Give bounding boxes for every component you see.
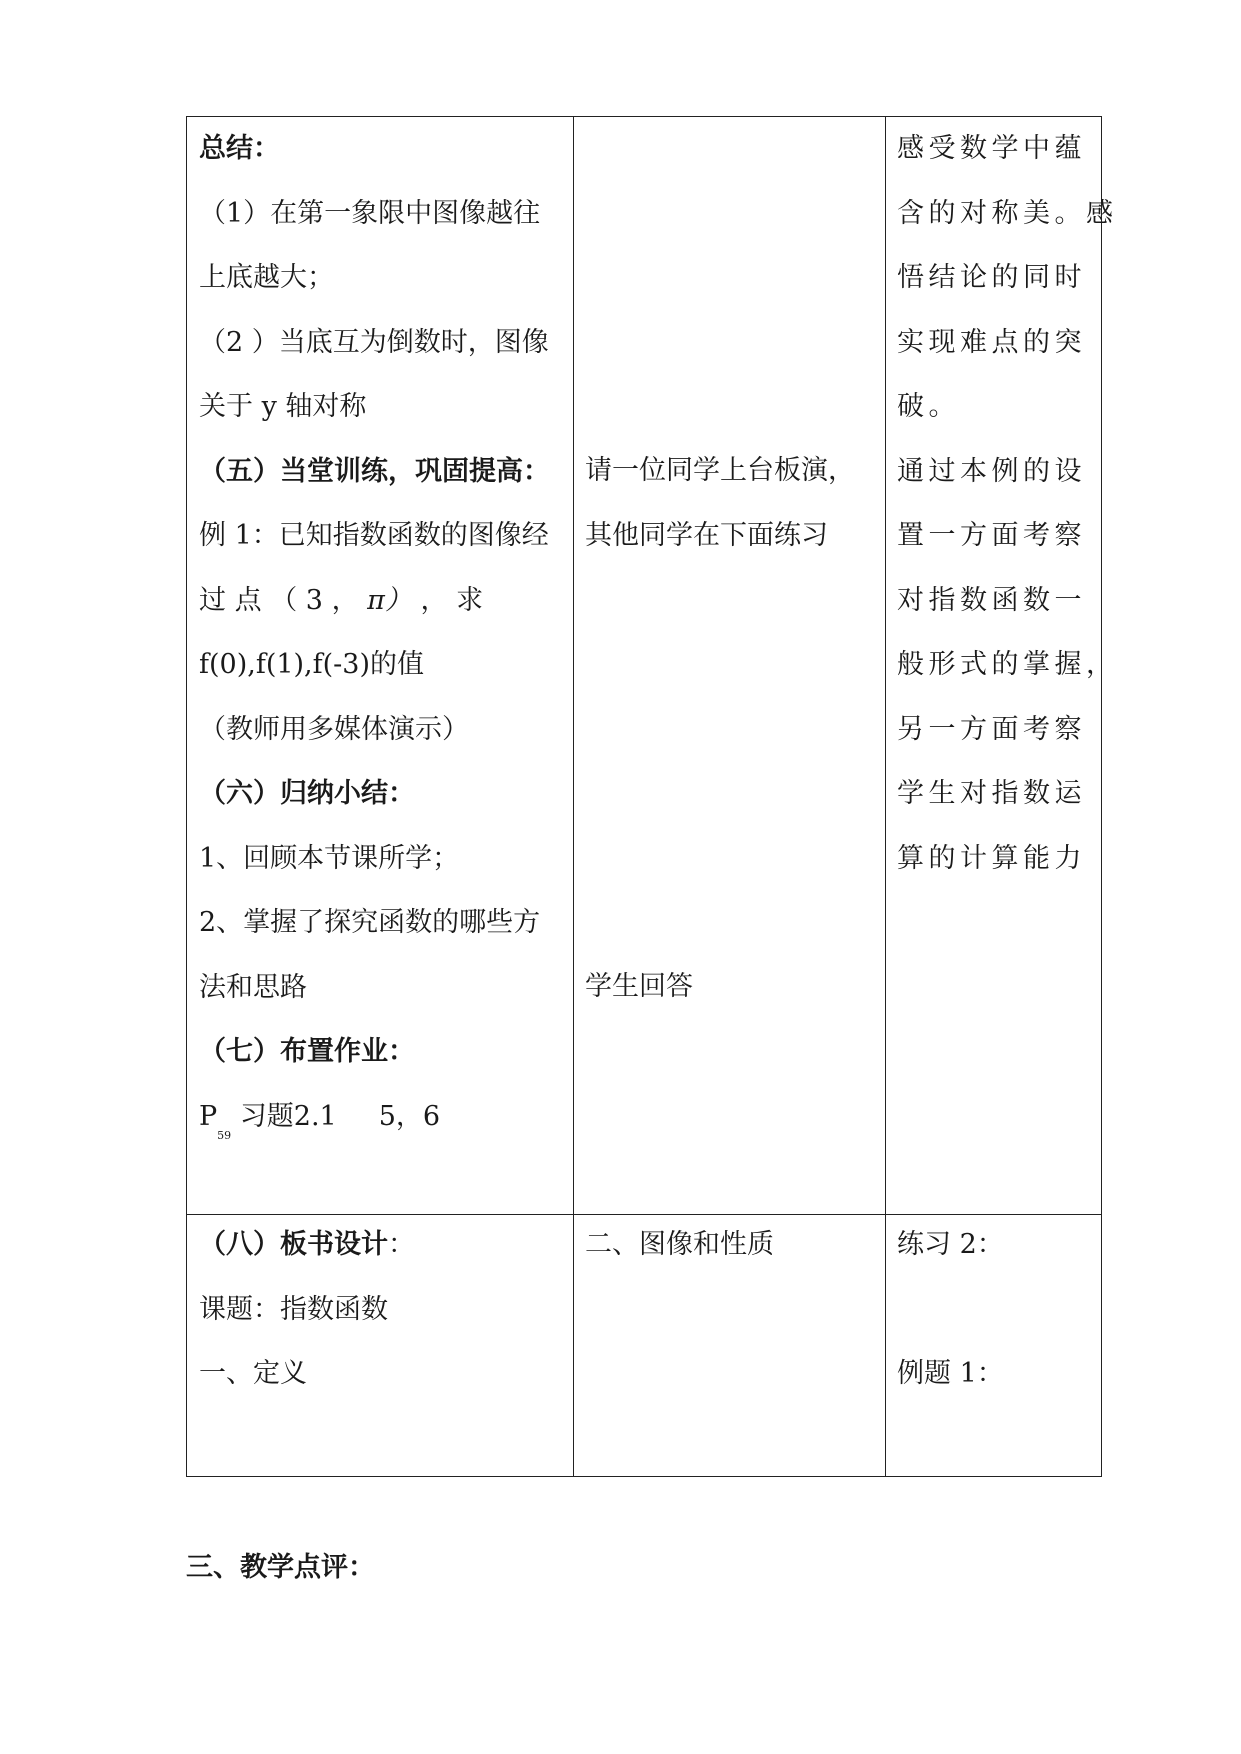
intent-line: 学生对指数运 xyxy=(897,778,1086,809)
recap-line: 1、回顾本节课所学； xyxy=(199,842,460,874)
intent-line: 实现难点的突 xyxy=(897,326,1086,358)
intent-line: 含的对称美。感 xyxy=(897,197,1118,229)
page-subscript: 59 xyxy=(217,1128,232,1142)
board-design-cell xyxy=(199,1213,565,1407)
summary-line: 关于 y 轴对称 xyxy=(199,391,367,422)
intent-line: 另一方面考察 xyxy=(897,713,1086,745)
example-note: （教师用多媒体演示） xyxy=(199,713,469,745)
intent-line: 破。 xyxy=(897,391,960,422)
example-line: 例 1：已知指数函数的图像经 xyxy=(199,520,549,551)
summary-line: （2 ）当底互为倒数时，图像 xyxy=(199,326,549,358)
section-title: （五）当堂训练，巩固提高： xyxy=(199,455,550,487)
board-line: 练习 2： xyxy=(897,1229,1004,1260)
board-line: 例题 1： xyxy=(897,1358,1004,1389)
example-line-justified: 过 点 （ 3 ， π） ， 求 xyxy=(199,584,484,616)
example-line: f(0),f(1),f(-3)的值 xyxy=(199,649,425,680)
student-answer-cell xyxy=(585,955,875,1020)
blank-line xyxy=(897,1278,1097,1343)
activity-line: 学生回答 xyxy=(585,971,693,1002)
recap-line: 2、掌握了探究函数的哪些方 xyxy=(199,907,541,938)
summary-line: 上底越大； xyxy=(199,262,334,293)
column-divider xyxy=(885,117,886,1476)
board-line: 二、图像和性质 xyxy=(585,1229,774,1260)
section-heading: 三、教学点评： xyxy=(186,1552,375,1583)
student-activity-cell xyxy=(585,439,875,568)
intent-line: 置一方面考察 xyxy=(897,520,1086,551)
board-exercise-cell xyxy=(897,1213,1097,1407)
activity-line: 其他同学在下面练习 xyxy=(585,519,828,551)
summary-title: 总结： xyxy=(199,133,280,164)
board-line: 一、定义 xyxy=(199,1358,307,1389)
board-title: （八）板书设计： xyxy=(199,1229,415,1260)
intent-line: 通过本例的设 xyxy=(897,455,1086,487)
intent-line: 感受数学中蕴 xyxy=(897,133,1086,164)
recap-line: 法和思路 xyxy=(199,971,307,1003)
intent-line: 对指数函数一 xyxy=(897,584,1086,616)
section-title: （六）归纳小结： xyxy=(199,778,415,809)
summary-line: （1）在第一象限中图像越往 xyxy=(199,197,541,229)
design-intent-cell xyxy=(897,117,1118,891)
board-line: 课题：指数函数 xyxy=(199,1293,388,1325)
lesson-table xyxy=(186,116,1118,1477)
process-cell xyxy=(199,117,565,1149)
section-title: （七）布置作业： xyxy=(199,1036,415,1067)
intent-line: 算的计算能力 xyxy=(897,842,1086,874)
intent-line: 般形式的掌握， xyxy=(897,649,1118,680)
column-divider xyxy=(573,117,574,1476)
intent-line: 悟结论的同时 xyxy=(897,262,1086,293)
board-graph-cell xyxy=(585,1213,875,1278)
activity-line: 请一位同学上台板演， xyxy=(585,455,855,486)
homework-line: $P_{59}$ 习题2.1 5，6 xyxy=(199,1100,441,1142)
